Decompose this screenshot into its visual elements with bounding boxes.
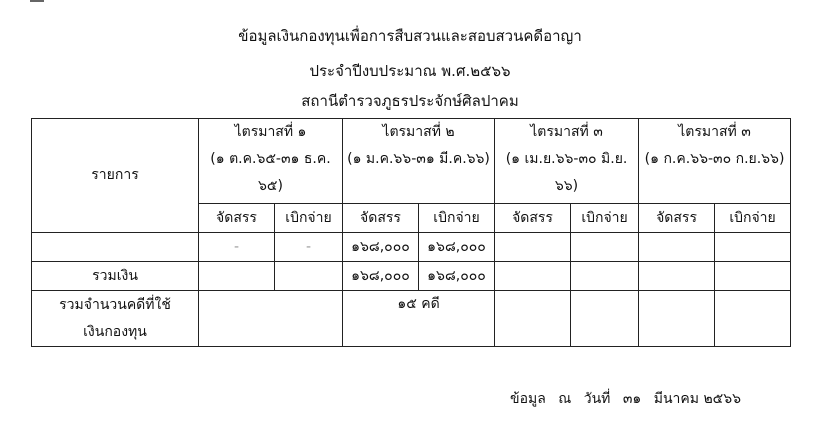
footer-month-year: มีนาคม ๒๕๖๖ (653, 391, 742, 407)
footer-day: ๓๑ (622, 391, 642, 407)
cases-row (32, 291, 791, 347)
quarter-1-header (199, 119, 343, 204)
fiscal-year-line: ประจำปีงบประมาณ พ.ศ.๒๕๖๖ (309, 62, 511, 80)
quarter-4-header (639, 119, 791, 204)
total-q2-disbursed: ๑๖๘,๐๐๐ (419, 262, 495, 291)
cases-q2: ๑๕ คดี (343, 291, 495, 347)
q3-allocated-header: จัดสรร (495, 204, 571, 233)
footer-date (510, 388, 749, 410)
total-q4-allocated (639, 262, 715, 291)
total-row (32, 262, 791, 291)
quarter-2-header (343, 119, 495, 204)
quarter-2-label: ไตรมาสที่ ๒ (382, 124, 455, 140)
footer-at: ณ (558, 391, 572, 407)
table-row (32, 233, 791, 262)
row1-label (32, 233, 199, 262)
cases-q4-disbursed (715, 291, 791, 347)
total-q3-disbursed (571, 262, 639, 291)
row1-q1-allocated: - (199, 233, 275, 262)
quarter-3-header (495, 119, 639, 204)
cases-q4-allocated (639, 291, 715, 347)
quarter-4-label: ไตรมาสที่ ๓ (678, 124, 751, 140)
row1-q3-disbursed (571, 233, 639, 262)
cases-q3-disbursed (571, 291, 639, 347)
q4-allocated-header: จัดสรร (639, 204, 715, 233)
total-q1-disbursed (275, 262, 343, 291)
cases-label-line2: เงินกองทุน (83, 323, 147, 340)
q1-allocated-header: จัดสรร (199, 204, 275, 233)
document-title: ข้อมูลเงินกองทุนเพื่อการสืบสวนและสอบสวนคดีอาญา (238, 27, 582, 45)
cases-label-cell (32, 291, 199, 347)
quarter-3-period: (๑ เม.ย.๖๖-๓๐ มิ.ย. ๖๖) (505, 151, 628, 194)
item-header-cell (32, 119, 199, 233)
q2-disbursed-header: เบิกจ่าย (419, 204, 495, 233)
total-q4-disbursed (715, 262, 791, 291)
total-q3-allocated (495, 262, 571, 291)
quarter-1-period: (๑ ต.ค.๖๕-๓๑ ธ.ค. ๖๕) (210, 151, 331, 194)
footer-prefix: ข้อมูล (510, 391, 546, 407)
station-name: สถานีตำรวจภูธรประจักษ์ศิลปาคม (301, 92, 519, 110)
row1-q2-allocated: ๑๖๘,๐๐๐ (343, 233, 419, 262)
cases-label-line1: รวมจำนวนคดีที่ใช้ (59, 296, 171, 313)
total-q1-allocated (199, 262, 275, 291)
q3-disbursed-header: เบิกจ่าย (571, 204, 639, 233)
total-q2-allocated: ๑๖๘,๐๐๐ (343, 262, 419, 291)
q2-allocated-header: จัดสรร (343, 204, 419, 233)
corner-mark (30, 0, 44, 2)
fund-table (31, 118, 791, 347)
row1-q4-allocated (639, 233, 715, 262)
row1-q2-disbursed: ๑๖๘,๐๐๐ (419, 233, 495, 262)
item-header: รายการ (91, 167, 139, 183)
total-label: รวมเงิน (32, 262, 199, 291)
quarter-1-label: ไตรมาสที่ ๑ (234, 124, 307, 140)
q4-disbursed-header: เบิกจ่าย (715, 204, 791, 233)
row1-q4-disbursed (715, 233, 791, 262)
cases-q1 (199, 291, 343, 347)
cases-q3-allocated (495, 291, 571, 347)
quarter-3-label: ไตรมาสที่ ๓ (530, 124, 603, 140)
row1-q1-disbursed: - (275, 233, 343, 262)
row1-q3-allocated (495, 233, 571, 262)
quarter-4-period: (๑ ก.ค.๖๖-๓๐ ก.ย.๖๖) (644, 151, 785, 167)
quarter-2-period: (๑ ม.ค.๖๖-๓๑ มี.ค.๖๖) (347, 151, 490, 167)
q1-disbursed-header: เบิกจ่าย (275, 204, 343, 233)
footer-day-label: วันที่ (583, 391, 611, 407)
